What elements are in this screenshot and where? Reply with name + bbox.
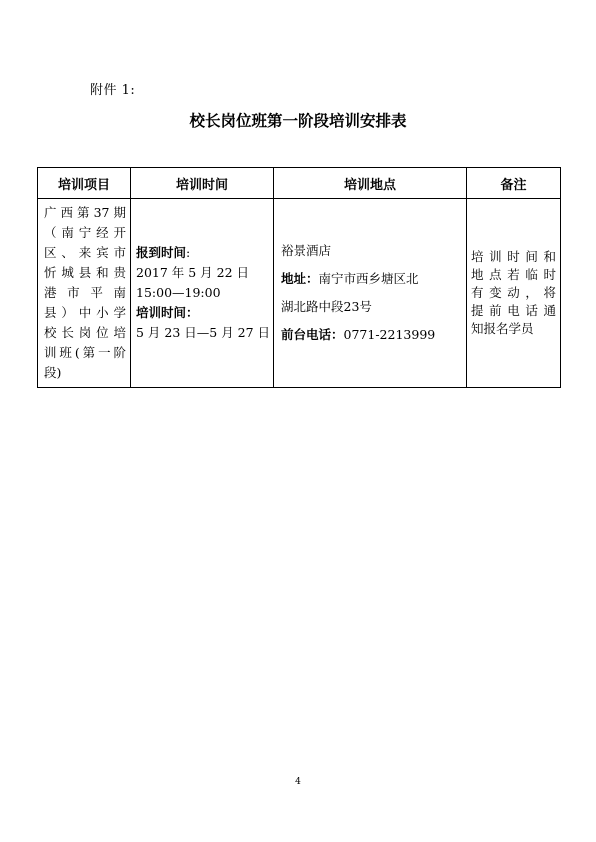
report-date: 2017 年 5 月 22 日 — [136, 265, 250, 280]
header-project: 培训项目 — [38, 168, 131, 199]
attachment-label: 附件 1: — [90, 83, 136, 98]
note-line: 提前电话通 — [471, 303, 556, 318]
time-cell — [131, 199, 274, 388]
report-hours: 15:00—19:00 — [136, 285, 221, 300]
report-time-colon: : — [186, 245, 191, 260]
document-title: 校长岗位班第一阶段培训安排表 — [189, 112, 407, 130]
project-line: 县）中小学 — [44, 305, 126, 320]
project-line: 港市平南 — [44, 285, 126, 300]
project-line: 区、来宾市 — [44, 245, 126, 260]
header-notes: 备注 — [467, 168, 561, 199]
address-line — [281, 265, 466, 293]
training-dates: 5 月 23 日—5 月 27 日 — [136, 325, 271, 340]
location-cell — [274, 199, 467, 388]
project-cell — [38, 199, 131, 388]
note-line: 有变动，将 — [471, 285, 556, 300]
hotel-name: 裕景酒店 — [281, 243, 332, 258]
table-row — [38, 199, 561, 388]
header-location: 培训地点 — [274, 168, 467, 199]
note-line: 地点若临时 — [471, 267, 556, 282]
phone-number: 0771-2213999 — [343, 327, 436, 342]
phone-line — [281, 321, 466, 349]
project-line: 忻城县和贵 — [44, 265, 126, 280]
training-schedule-table — [37, 167, 561, 388]
project-line: 段) — [44, 365, 62, 380]
report-time-label: 报到时间 — [136, 245, 187, 260]
page-number: 4 — [295, 777, 301, 787]
training-time-label: 培训时间： — [136, 305, 199, 320]
project-line: 广西第37期 — [44, 205, 126, 220]
project-line: （南宁经开 — [44, 225, 126, 240]
address-line-2: 湖北路中段23号 — [281, 299, 372, 314]
note-line: 知报名学员 — [471, 321, 534, 336]
notes-cell — [467, 199, 561, 388]
phone-label: 前台电话： — [281, 327, 344, 342]
address-label: 地址： — [281, 271, 319, 286]
header-time: 培训时间 — [131, 168, 274, 199]
report-time-line — [136, 243, 273, 263]
project-line: 校长岗位培 — [44, 325, 126, 340]
note-line: 培训时间和 — [471, 249, 556, 264]
address-value: 南宁市西乡塘区北 — [318, 271, 419, 286]
project-line: 训班(第一阶 — [44, 345, 126, 360]
table-header-row — [38, 168, 561, 199]
